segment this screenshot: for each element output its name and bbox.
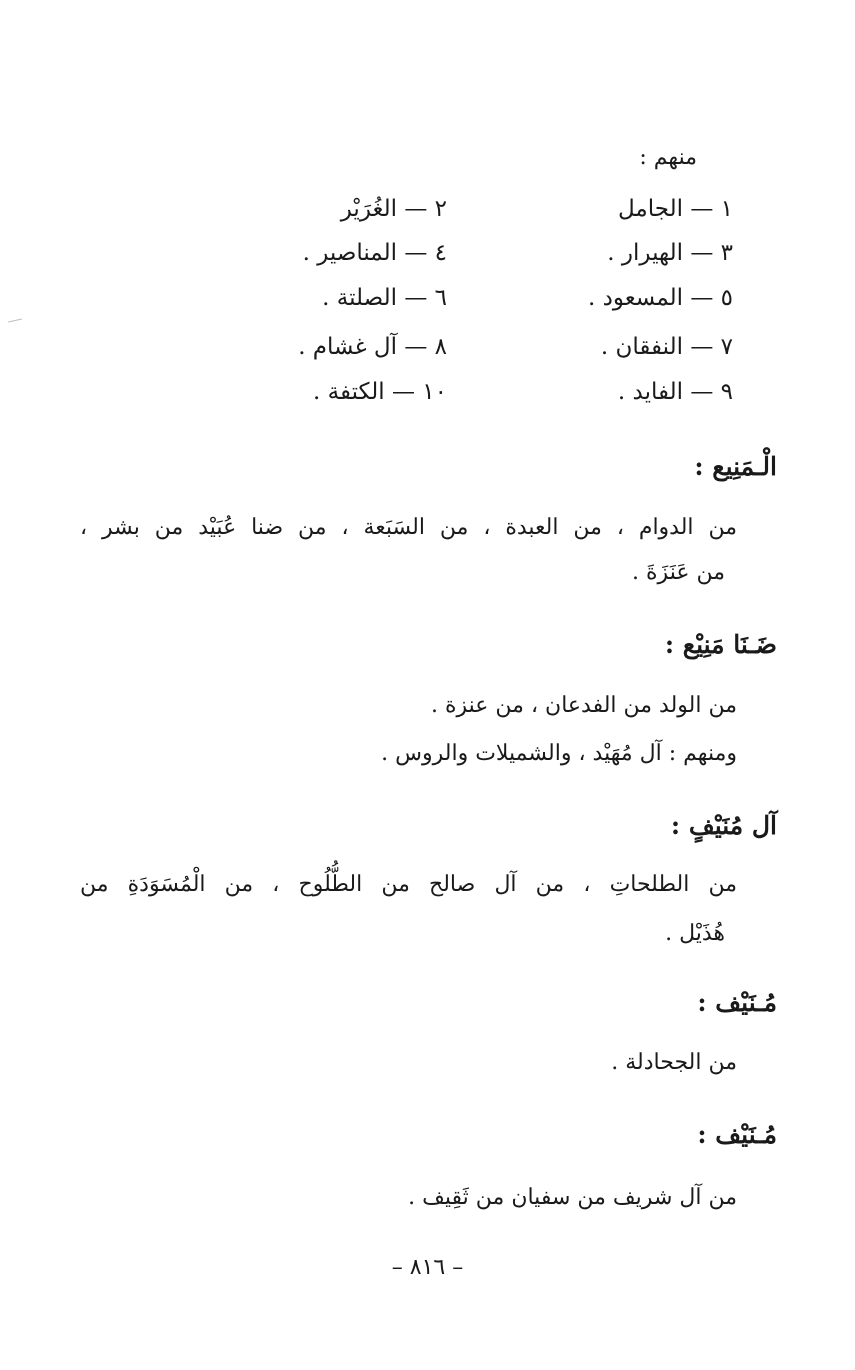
list-item: ٩ — الفايد . [617, 379, 733, 405]
list-item: ١٠ — الكتفة . [313, 379, 447, 405]
entry-line: من عَنَزَةَ . [632, 560, 725, 585]
list-item: ٣ — الهيرار . [607, 240, 733, 266]
margin-mark [8, 319, 22, 323]
list-item: ١ — الجامل [618, 196, 733, 222]
entry-line: من الجحادلة . [611, 1050, 737, 1075]
entry-line: من الدوام ، من العبدة ، من السَبَعة ، من ضنا عُبَيْد من بشر ، [80, 515, 737, 540]
list-item: ٥ — المسعود . [587, 285, 733, 311]
entry-line: من آل شريف من سفيان من ثَقِيف . [408, 1185, 737, 1210]
entry-heading: الْـمَنِيع : [694, 452, 777, 481]
list-item: ٨ — آل غشام . [298, 334, 447, 360]
entry-line: ومنهم : آل مُهَيْد ، والشميلات والروس . [381, 741, 737, 766]
list-item: ٤ — المناصير . [302, 240, 447, 266]
list-item: ٢ — الغُرَيْر [340, 196, 447, 222]
entry-line: هُذَيْل . [665, 921, 725, 946]
entry-line: من الولد من الفدعان ، من عنزة . [431, 693, 737, 718]
entry-heading: ضَـنَا مَنِيْع : [664, 630, 777, 659]
entry-heading: آل مُنَيْفٍ : [670, 811, 777, 840]
list-item: ٧ — النفقان . [600, 334, 733, 360]
list-intro: منهم : [639, 145, 697, 170]
list-item: ٦ — الصلتة . [322, 285, 447, 311]
entry-line: من الطلحاتِ ، من آل صالح من الطُّلُوح ، من الْمُسَوَدَةِ من [80, 872, 737, 897]
entry-heading: مُـنَيْف : [697, 988, 777, 1017]
page-number: – ٨١٦ – [391, 1255, 464, 1280]
entry-heading: مُـنَيْف : [697, 1120, 777, 1149]
